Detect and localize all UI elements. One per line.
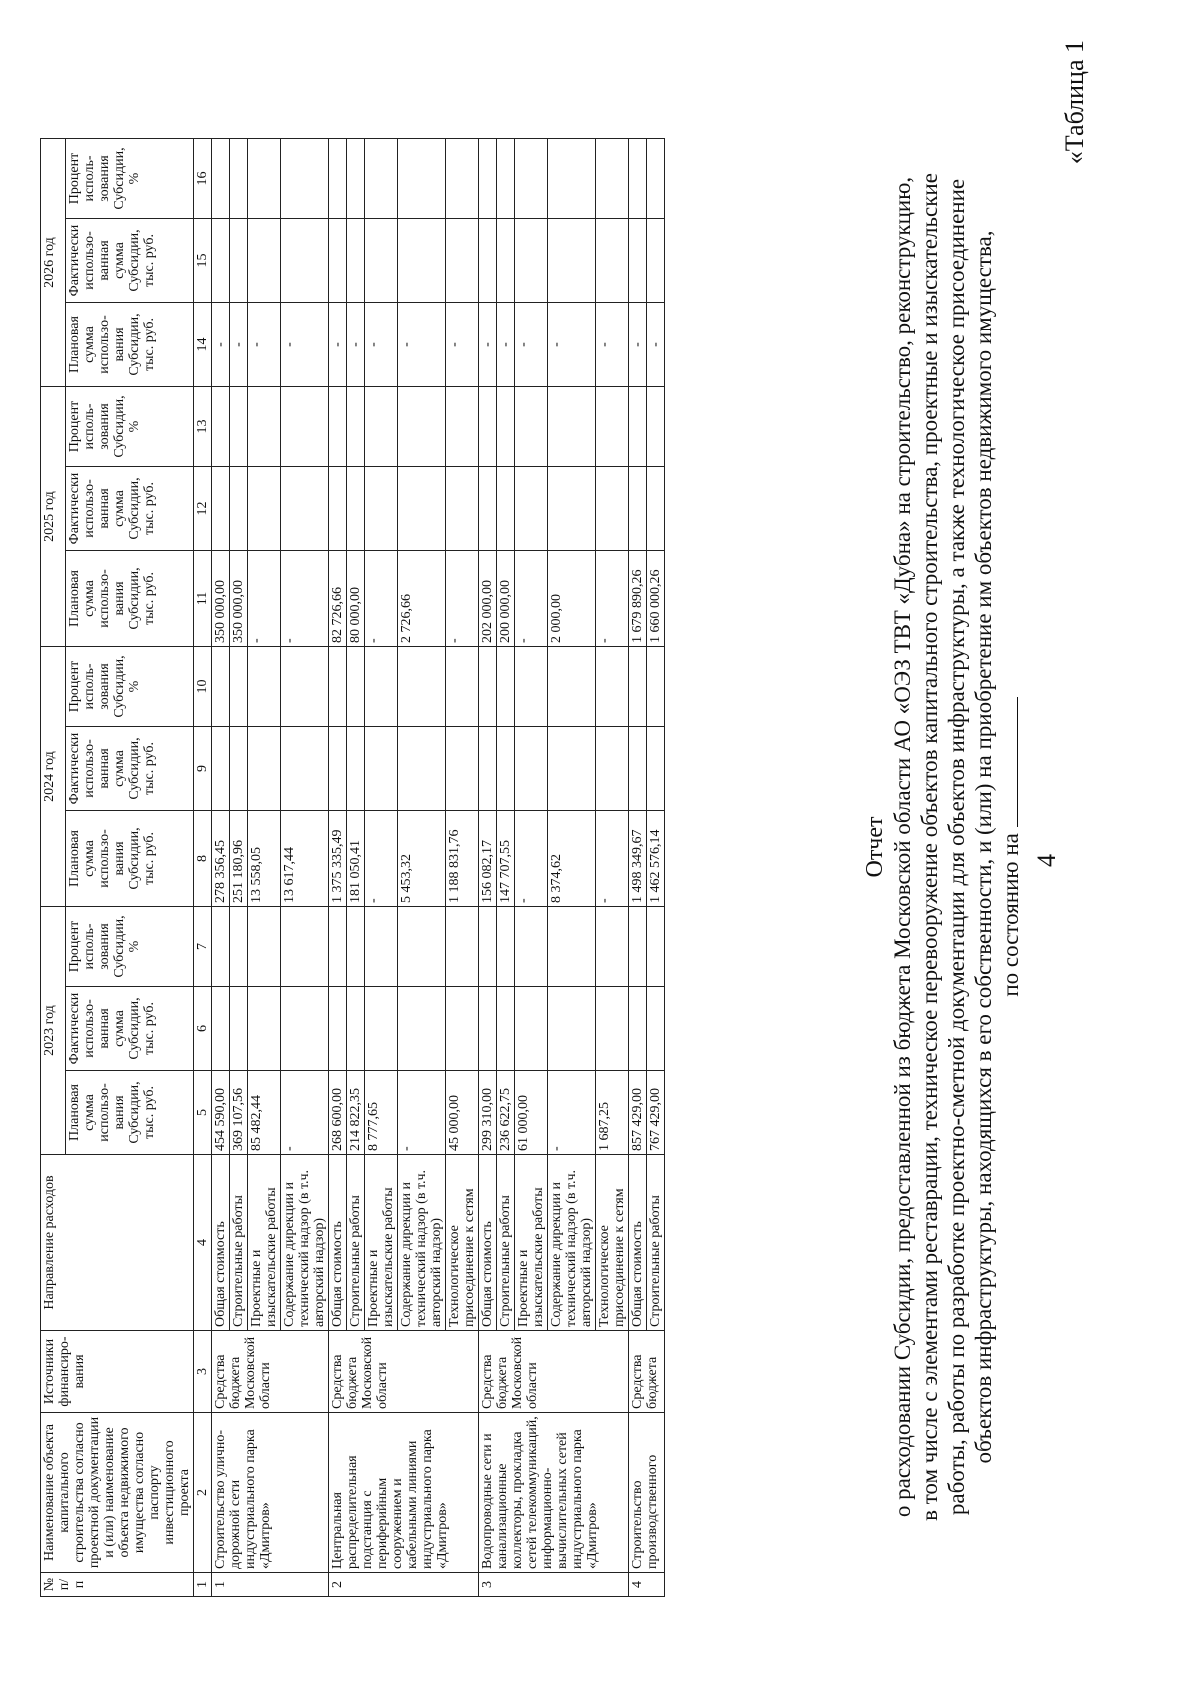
actual-2026-cell — [446, 219, 479, 303]
planned-2023-cell: 85 482,44 — [248, 1071, 281, 1155]
source-cell: Средства бюджета Московской области — [479, 1331, 629, 1413]
direction-cell: Строительные работы — [497, 1155, 515, 1331]
source-cell: Средства бюджета Московской области — [329, 1331, 479, 1413]
percent-2023-cell — [212, 907, 230, 987]
direction-cell: Содержание дирекции и технический надзор (в т.ч. авторский надзор) — [548, 1155, 596, 1331]
actual-2023-cell — [446, 987, 479, 1071]
row-number: 3 — [479, 1573, 629, 1597]
percent-2026-cell — [212, 139, 230, 219]
planned-2023-cell: 369 107,56 — [230, 1071, 248, 1155]
planned-2025-cell: - — [446, 551, 479, 647]
title-line: работы, работы по разработке проектно-сметной документации для объектов инфраструктуры, а также технологическое присоединение — [944, 178, 969, 1516]
actual-2023-cell — [497, 987, 515, 1071]
actual-2023-cell — [548, 987, 596, 1071]
percent-2023-cell — [446, 907, 479, 987]
planned-2024-cell: 251 180,96 — [230, 811, 248, 907]
percent-2023-cell — [647, 907, 665, 987]
column-index: 4 — [194, 1155, 212, 1331]
actual-2024-cell — [548, 727, 596, 811]
as-of-label: по состоянию на — [998, 833, 1023, 997]
planned-2023-cell: 45 000,00 — [446, 1071, 479, 1155]
column-index: 2 — [194, 1413, 212, 1573]
column-index: 9 — [194, 727, 212, 811]
header-row-years — [41, 139, 66, 1597]
planned-2025-cell: 350 000,00 — [212, 551, 230, 647]
actual-2026-cell — [596, 219, 629, 303]
percent-2026-cell — [497, 139, 515, 219]
percent-2025-cell — [446, 387, 479, 467]
percent-2025-cell — [647, 387, 665, 467]
planned-2025-cell: 202 000,00 — [479, 551, 497, 647]
actual-2024-cell — [479, 727, 497, 811]
actual-2026-cell — [398, 219, 446, 303]
report-title-block — [862, 147, 1024, 1547]
percent-2025-cell — [347, 387, 365, 467]
planned-2025-cell: - — [281, 551, 329, 647]
percent-2023-cell — [347, 907, 365, 987]
actual-2025-cell — [248, 467, 281, 551]
actual-2024-cell — [446, 727, 479, 811]
column-index: 11 — [194, 551, 212, 647]
column-index: 16 — [194, 139, 212, 219]
actual-2024-cell — [497, 727, 515, 811]
column-index: 1 — [194, 1573, 212, 1597]
column-index: 5 — [194, 1071, 212, 1155]
header-percent: Процент исполь-зования Субсидии, % — [65, 387, 193, 467]
percent-2024-cell — [347, 647, 365, 727]
actual-2025-cell — [281, 467, 329, 551]
header-percent: Процент исполь-зования Субсидии, % — [65, 647, 193, 727]
percent-2024-cell — [281, 647, 329, 727]
percent-2023-cell — [629, 907, 647, 987]
percent-2023-cell — [329, 907, 347, 987]
subsidy-report-table — [40, 138, 665, 1597]
percent-2026-cell — [629, 139, 647, 219]
header-year-2024: 2024 год — [41, 647, 66, 907]
column-index: 13 — [194, 387, 212, 467]
planned-2026-cell: - — [212, 303, 230, 387]
direction-cell: Общая стоимость — [629, 1155, 647, 1331]
percent-2024-cell — [497, 647, 515, 727]
actual-2023-cell — [515, 987, 548, 1071]
source-cell: Средства бюджета Московской области — [212, 1331, 329, 1413]
header-source: Источники финансиро-вания — [41, 1331, 194, 1413]
direction-cell: Общая стоимость — [479, 1155, 497, 1331]
planned-2024-cell: 13 558,05 — [248, 811, 281, 907]
actual-2024-cell — [629, 727, 647, 811]
row-number: 1 — [212, 1573, 329, 1597]
percent-2024-cell — [647, 647, 665, 727]
table-row — [212, 139, 230, 1597]
report-heading: Отчет — [862, 816, 888, 878]
actual-2023-cell — [365, 987, 398, 1071]
percent-2026-cell — [248, 139, 281, 219]
planned-2025-cell: 2 726,66 — [398, 551, 446, 647]
actual-2026-cell — [497, 219, 515, 303]
actual-2026-cell — [248, 219, 281, 303]
object-name-cell: Водопроводные сети и канализационные коллекторы, прокладка сетей телекоммуникаций, информационно-вычислительных сетей индустриального парка «Дмитров» — [479, 1413, 629, 1573]
actual-2023-cell — [647, 987, 665, 1071]
actual-2024-cell — [596, 727, 629, 811]
planned-2025-cell: - — [515, 551, 548, 647]
planned-2023-cell: 236 622,75 — [497, 1071, 515, 1155]
percent-2024-cell — [212, 647, 230, 727]
header-planned: Плановая сумма использо-вания Субсидии, тыс. руб. — [65, 303, 193, 387]
percent-2024-cell — [446, 647, 479, 727]
planned-2024-cell: 147 707,55 — [497, 811, 515, 907]
actual-2025-cell — [347, 467, 365, 551]
percent-2024-cell — [248, 647, 281, 727]
planned-2026-cell: - — [497, 303, 515, 387]
header-planned: Плановая сумма использо-вания Субсидии, тыс. руб. — [65, 551, 193, 647]
planned-2024-cell: - — [365, 811, 398, 907]
percent-2025-cell — [629, 387, 647, 467]
planned-2025-cell: 82 726,66 — [329, 551, 347, 647]
as-of-line — [997, 147, 1024, 1547]
actual-2023-cell — [596, 987, 629, 1071]
actual-2024-cell — [347, 727, 365, 811]
actual-2023-cell — [248, 987, 281, 1071]
actual-2023-cell — [230, 987, 248, 1071]
planned-2024-cell: - — [596, 811, 629, 907]
actual-2023-cell — [629, 987, 647, 1071]
actual-2025-cell — [497, 467, 515, 551]
table-row — [629, 139, 647, 1597]
object-name-cell: Строительство улично-дорожной сети индустриального парка «Дмитров» — [212, 1413, 329, 1573]
actual-2024-cell — [281, 727, 329, 811]
planned-2024-cell: 5 453,32 — [398, 811, 446, 907]
column-index: 6 — [194, 987, 212, 1071]
actual-2026-cell — [212, 219, 230, 303]
planned-2023-cell: - — [548, 1071, 596, 1155]
percent-2026-cell — [479, 139, 497, 219]
percent-2024-cell — [629, 647, 647, 727]
as-of-blank — [999, 697, 1018, 827]
actual-2024-cell — [248, 727, 281, 811]
planned-2023-cell: 454 590,00 — [212, 1071, 230, 1155]
percent-2024-cell — [515, 647, 548, 727]
percent-2024-cell — [479, 647, 497, 727]
percent-2025-cell — [248, 387, 281, 467]
actual-2025-cell — [479, 467, 497, 551]
planned-2023-cell: - — [398, 1071, 446, 1155]
percent-2023-cell — [497, 907, 515, 987]
direction-cell: Строительные работы — [647, 1155, 665, 1331]
percent-2026-cell — [548, 139, 596, 219]
actual-2025-cell — [596, 467, 629, 551]
direction-cell: Технологическое присоединение к сетям — [446, 1155, 479, 1331]
actual-2023-cell — [479, 987, 497, 1071]
actual-2025-cell — [212, 467, 230, 551]
title-line: объектов инфраструктуры, находящихся в его собственности, и (или) на приобретение им объектов недвижимого имущества, — [971, 230, 996, 1464]
planned-2023-cell: - — [281, 1071, 329, 1155]
planned-2024-cell: 1 498 349,67 — [629, 811, 647, 907]
percent-2024-cell — [548, 647, 596, 727]
planned-2025-cell: 1 660 000,26 — [647, 551, 665, 647]
percent-2026-cell — [365, 139, 398, 219]
direction-cell: Общая стоимость — [212, 1155, 230, 1331]
planned-2024-cell: 181 050,41 — [347, 811, 365, 907]
planned-2024-cell: 8 374,62 — [548, 811, 596, 907]
planned-2024-cell: - — [515, 811, 548, 907]
actual-2023-cell — [347, 987, 365, 1071]
actual-2025-cell — [629, 467, 647, 551]
direction-cell: Проектные и изыскательские работы — [515, 1155, 548, 1331]
planned-2026-cell: - — [479, 303, 497, 387]
header-percent: Процент исполь-зования Субсидии, % — [65, 907, 193, 987]
planned-2024-cell: 1 188 831,76 — [446, 811, 479, 907]
row-number: 4 — [629, 1573, 665, 1597]
percent-2024-cell — [230, 647, 248, 727]
header-year-2025: 2025 год — [41, 387, 66, 647]
column-index: 12 — [194, 467, 212, 551]
column-index: 14 — [194, 303, 212, 387]
direction-cell: Технологическое присоединение к сетям — [596, 1155, 629, 1331]
table-row — [329, 139, 347, 1597]
planned-2025-cell: 80 000,00 — [347, 551, 365, 647]
direction-cell: Строительные работы — [347, 1155, 365, 1331]
planned-2024-cell: 1 462 576,14 — [647, 811, 665, 907]
actual-2025-cell — [446, 467, 479, 551]
planned-2026-cell: - — [647, 303, 665, 387]
actual-2023-cell — [329, 987, 347, 1071]
planned-2024-cell: 156 082,17 — [479, 811, 497, 907]
planned-2026-cell: - — [446, 303, 479, 387]
header-actual: Фактически использо-ванная сумма Субсидии, тыс. руб. — [65, 467, 193, 551]
actual-2026-cell — [281, 219, 329, 303]
percent-2025-cell — [398, 387, 446, 467]
actual-2024-cell — [398, 727, 446, 811]
planned-2025-cell: 1 679 890,26 — [629, 551, 647, 647]
header-percent: Процент исполь-зования Субсидии, % — [65, 139, 193, 219]
direction-cell: Содержание дирекции и технический надзор (в т.ч. авторский надзор) — [281, 1155, 329, 1331]
column-index: 8 — [194, 811, 212, 907]
percent-2026-cell — [398, 139, 446, 219]
row-number: 2 — [329, 1573, 479, 1597]
header-direction: Направление расходов — [41, 1155, 194, 1331]
actual-2025-cell — [365, 467, 398, 551]
percent-2026-cell — [347, 139, 365, 219]
percent-2025-cell — [230, 387, 248, 467]
planned-2024-cell: 278 356,45 — [212, 811, 230, 907]
title-line: о расходовании Субсидии, предоставленной из бюджета Московской области АО «ОЭЗ ТВТ «Дубна» на строительство, реконструкцию, — [890, 176, 915, 1518]
actual-2025-cell — [515, 467, 548, 551]
percent-2026-cell — [281, 139, 329, 219]
actual-2025-cell — [647, 467, 665, 551]
header-planned: Плановая сумма использо-вания Субсидии, тыс. руб. — [65, 811, 193, 907]
actual-2026-cell — [230, 219, 248, 303]
header-planned: Плановая сумма использо-вания Субсидии, тыс. руб. — [65, 1071, 193, 1155]
percent-2026-cell — [596, 139, 629, 219]
percent-2025-cell — [329, 387, 347, 467]
direction-cell: Проектные и изыскательские работы — [365, 1155, 398, 1331]
percent-2023-cell — [398, 907, 446, 987]
column-index: 3 — [194, 1331, 212, 1413]
planned-2026-cell: - — [398, 303, 446, 387]
column-index: 10 — [194, 647, 212, 727]
actual-2024-cell — [515, 727, 548, 811]
planned-2025-cell: - — [596, 551, 629, 647]
percent-2023-cell — [230, 907, 248, 987]
planned-2026-cell: - — [281, 303, 329, 387]
planned-2026-cell: - — [230, 303, 248, 387]
percent-2023-cell — [515, 907, 548, 987]
percent-2026-cell — [515, 139, 548, 219]
object-name-cell: Строительство производственного — [629, 1413, 665, 1573]
header-no: № п/п — [41, 1573, 194, 1597]
planned-2026-cell: - — [629, 303, 647, 387]
percent-2025-cell — [497, 387, 515, 467]
header-actual: Фактически использо-ванная сумма Субсидии, тыс. руб. — [65, 219, 193, 303]
actual-2025-cell — [398, 467, 446, 551]
planned-2024-cell: 13 617,44 — [281, 811, 329, 907]
actual-2026-cell — [515, 219, 548, 303]
percent-2024-cell — [365, 647, 398, 727]
planned-2026-cell: - — [347, 303, 365, 387]
planned-2025-cell: - — [365, 551, 398, 647]
header-year-2026: 2026 год — [41, 139, 66, 387]
header-actual: Фактически использо-ванная сумма Субсидии, тыс. руб. — [65, 727, 193, 811]
column-index: 15 — [194, 219, 212, 303]
planned-2025-cell: 200 000,00 — [497, 551, 515, 647]
actual-2026-cell — [347, 219, 365, 303]
column-index: 7 — [194, 907, 212, 987]
planned-2026-cell: - — [248, 303, 281, 387]
planned-2026-cell: - — [365, 303, 398, 387]
title-line: в том числе с элементами реставрации, техническое перевооружение объектов капитального строительства, проектные и изыскательские — [917, 173, 942, 1521]
source-cell: Средства бюджета — [629, 1331, 665, 1413]
percent-2025-cell — [515, 387, 548, 467]
header-object-name: Наименование объекта капитального строительства согласно проектной документации и (или) наименование объекта недвижимого имущества согласно паспорту инвестиционного проекта — [41, 1413, 194, 1573]
planned-2026-cell: - — [596, 303, 629, 387]
percent-2025-cell — [596, 387, 629, 467]
actual-2024-cell — [365, 727, 398, 811]
percent-2025-cell — [479, 387, 497, 467]
percent-2025-cell — [365, 387, 398, 467]
percent-2024-cell — [398, 647, 446, 727]
planned-2023-cell: 299 310,00 — [479, 1071, 497, 1155]
actual-2023-cell — [398, 987, 446, 1071]
planned-2023-cell: 61 000,00 — [515, 1071, 548, 1155]
planned-2026-cell: - — [548, 303, 596, 387]
planned-2025-cell: 2 000,00 — [548, 551, 596, 647]
percent-2025-cell — [281, 387, 329, 467]
actual-2026-cell — [548, 219, 596, 303]
planned-2023-cell: 8 777,65 — [365, 1071, 398, 1155]
percent-2023-cell — [365, 907, 398, 987]
actual-2023-cell — [281, 987, 329, 1071]
actual-2026-cell — [629, 219, 647, 303]
direction-cell: Проектные и изыскательские работы — [248, 1155, 281, 1331]
actual-2026-cell — [365, 219, 398, 303]
actual-2025-cell — [548, 467, 596, 551]
planned-2026-cell: - — [329, 303, 347, 387]
percent-2025-cell — [548, 387, 596, 467]
planned-2023-cell: 1 687,25 — [596, 1071, 629, 1155]
planned-2023-cell: 268 600,00 — [329, 1071, 347, 1155]
actual-2026-cell — [329, 219, 347, 303]
percent-2023-cell — [248, 907, 281, 987]
table-body — [194, 139, 665, 1597]
percent-2025-cell — [212, 387, 230, 467]
percent-2026-cell — [230, 139, 248, 219]
planned-2025-cell: 350 000,00 — [230, 551, 248, 647]
header-actual: Фактически использо-ванная сумма Субсидии, тыс. руб. — [65, 987, 193, 1071]
percent-2024-cell — [329, 647, 347, 727]
planned-2023-cell: 857 429,00 — [629, 1071, 647, 1155]
direction-cell: Строительные работы — [230, 1155, 248, 1331]
planned-2025-cell: - — [248, 551, 281, 647]
actual-2024-cell — [212, 727, 230, 811]
actual-2026-cell — [647, 219, 665, 303]
page-number: 4 — [1032, 854, 1061, 867]
object-name-cell: Центральная распределительная подстанция с периферийным сооружением и кабельными линиями индустриального парка «Дмитров» — [329, 1413, 479, 1573]
planned-2023-cell: 767 429,00 — [647, 1071, 665, 1155]
direction-cell: Общая стоимость — [329, 1155, 347, 1331]
planned-2026-cell: - — [515, 303, 548, 387]
percent-2023-cell — [596, 907, 629, 987]
actual-2025-cell — [230, 467, 248, 551]
percent-2024-cell — [596, 647, 629, 727]
actual-2025-cell — [329, 467, 347, 551]
planned-2023-cell: 214 822,35 — [347, 1071, 365, 1155]
actual-2024-cell — [329, 727, 347, 811]
direction-cell: Содержание дирекции и технический надзор (в т.ч. авторский надзор) — [398, 1155, 446, 1331]
percent-2026-cell — [329, 139, 347, 219]
percent-2026-cell — [446, 139, 479, 219]
table-row — [479, 139, 497, 1597]
header-year-2023: 2023 год — [41, 907, 66, 1155]
planned-2024-cell: 1 375 335,49 — [329, 811, 347, 907]
actual-2024-cell — [230, 727, 248, 811]
percent-2023-cell — [548, 907, 596, 987]
actual-2026-cell — [479, 219, 497, 303]
percent-2023-cell — [479, 907, 497, 987]
column-index-row — [194, 139, 212, 1597]
actual-2023-cell — [212, 987, 230, 1071]
percent-2026-cell — [647, 139, 665, 219]
table-label: «Таблица 1 — [1060, 40, 1089, 165]
actual-2024-cell — [647, 727, 665, 811]
percent-2023-cell — [281, 907, 329, 987]
